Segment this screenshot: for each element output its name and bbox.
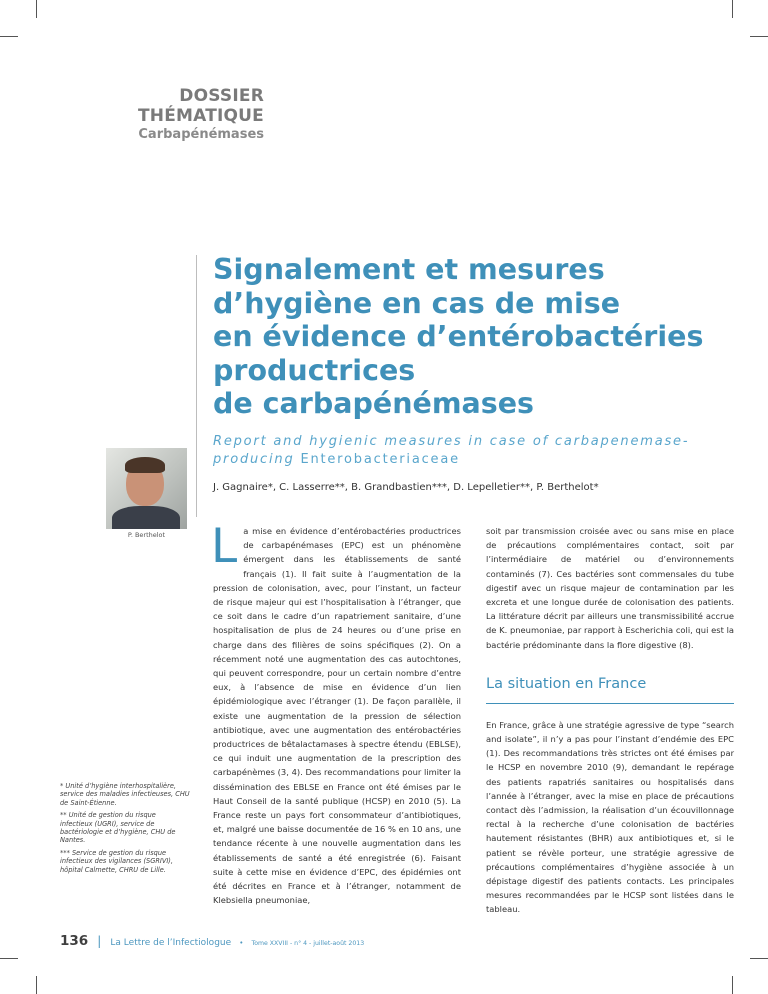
journal-name: La Lettre de l’Infectiologue [110,938,232,948]
crop-mark [0,958,18,959]
article-subtitle [213,433,733,469]
title-line: en évidence d’entérobactéries [213,320,704,353]
subtitle-genus: Enterobacteriaceae [300,452,460,467]
page-number: 136 [60,933,89,949]
dossier-header [60,86,264,144]
author-photo [106,448,187,529]
photo-shirt [112,506,180,529]
body-column-left [211,519,461,907]
title-line: d’hygiène en cas de mise [213,286,621,320]
dossier-topic: Carbapénémases [138,127,264,142]
crop-mark [750,958,768,959]
photo-caption: P. Berthelot [127,531,166,539]
section-heading: La situation en France [486,675,647,692]
subtitle-main: Report and hygienic measures in case of carbapenemase-producing [213,434,690,467]
footnote: *** Service de gestion du risque infectieux des vigilances (SGRIVI), hôpital Calmette, CHRU de Lille. [60,848,173,874]
crop-mark [732,976,733,994]
journal-volume: Tome XXVIII - n° 4 - juillet-août 2013 [251,940,365,947]
photo-hair [125,457,165,473]
crop-mark [0,36,18,37]
title-line: productrices [213,353,416,387]
affiliation-footnotes [60,782,190,878]
footnote: ** Unité de gestion du risque infectieux (UGRI), service de bactériologie et d’hygiène, CHU de Nantes. [60,811,176,845]
vertical-rule [196,255,197,517]
crop-mark [732,0,733,18]
crop-mark [36,0,37,18]
body-paragraph: En France, grâce à une stratégie agressive de type “search and isolate”, il n’y a pas pour l’instant d’endémie des EPC (1). Des recommandations très strictes ont été émises par le HCSP en novembre 2010 (9), demandant le repérage des patients rapatriés sanitaires ou hospitalisés dans l’année à l’étranger, avec la mise en place de précautions contact dès l’admission, la réalisation d’un écouvillonnage rectal à la recherche d’une colonisation de bactéries hautement résistantes (BHR) aux antibiotiques et, si le patient se révèle porteur, une stratégie agressive de précautions complémentaires d’hygiène associée à un dépistage digestif des patients contacts. Les principales mesures recommandées par le HCSP sont listées dans le tableau. [486,719,734,915]
dossier-kicker: DOSSIER THÉMATIQUE [138,86,264,126]
title-line: de carbapénémases [213,387,535,420]
section-rule [486,703,734,704]
body-paragraph: a mise en évidence d’entérobactéries productrices de carbapénémases (EPC) est un phénomène émergent dans les établissements de santé français (1). Il fait suite à l’augmentation de la pression de colonisation, avec, pour l’instant, un facteur de risque majeur qui est l’hospitalisation à l’étranger, que ce soit dans le cadre d’un rapatriement sanitaire, d’une hospitalisation de plus de 24 heures ou d’une prise en charge dans des filières de soins spécifiques (2). On a récemment noté une augmentation des cas autochtones, qui peuvent correspondre, pour un certain nombre d’entre eux, à l’absence de mise en évidence d’un lien épidémiologique avec l’étranger (1). De façon parallèle, il existe une augmentation de la pression de sélection antibiotique, avec une augmentation des entérobactéries productrices de bêtalactamases à spectre étendu (EBLSE), ce qui induit une augmentation de la prescription des carbapénèmes (3, 4). Des recommandations pour limiter la dissémination des EBLSE en France ont été émises par le Haut Conseil de la santé publique (HCSP) en 2010 (5). La France reste un pays fort consommateur d’antibiotiques, et, malgré une baisse documentée de 16 % en 10 ans, une tendance récente à une nouvelle augmentation dans les établissements de santé a été enregistrée (6). Faisant suite à cette mise en évidence d’EPC, des épidémies ont été décrites en France et à l’étranger, notamment de Klebsiella pneumoniae, [213,526,461,906]
crop-mark [36,976,37,994]
title-line: Signalement et mesures [213,253,605,286]
body-paragraph: soit par transmission croisée avec ou sans mise en place de précautions complémentaires contact, soit par l’intermédiaire de matériel ou d’environnements contaminés (7). Ces bactéries sont commensales du tube digestif avec un risque majeur de contamination par les excreta et une longue durée de colonisation des patients. La littérature décrit par ailleurs une transmissibilité accrue de K. pneumoniae, par rapport à Escherichia coli, qui est la bactérie prédominante dans la flore digestive (8). [486,526,734,650]
footer-separator: | [97,934,102,948]
footnote: * Unité d’hygiène interhospitalière, service des maladies infectieuses, CHU de Saint-Étienne. [60,782,190,807]
authors-line: J. Gagnaire*, C. Lasserre**, B. Grandbastien***, D. Lepelletier**, P. Berthelot* [213,482,599,493]
footer-bullet: • [239,939,244,947]
crop-mark [750,36,768,37]
article-title [213,253,733,421]
drop-cap: L [211,519,238,574]
page-footer [60,930,364,948]
body-column-right [486,524,734,917]
